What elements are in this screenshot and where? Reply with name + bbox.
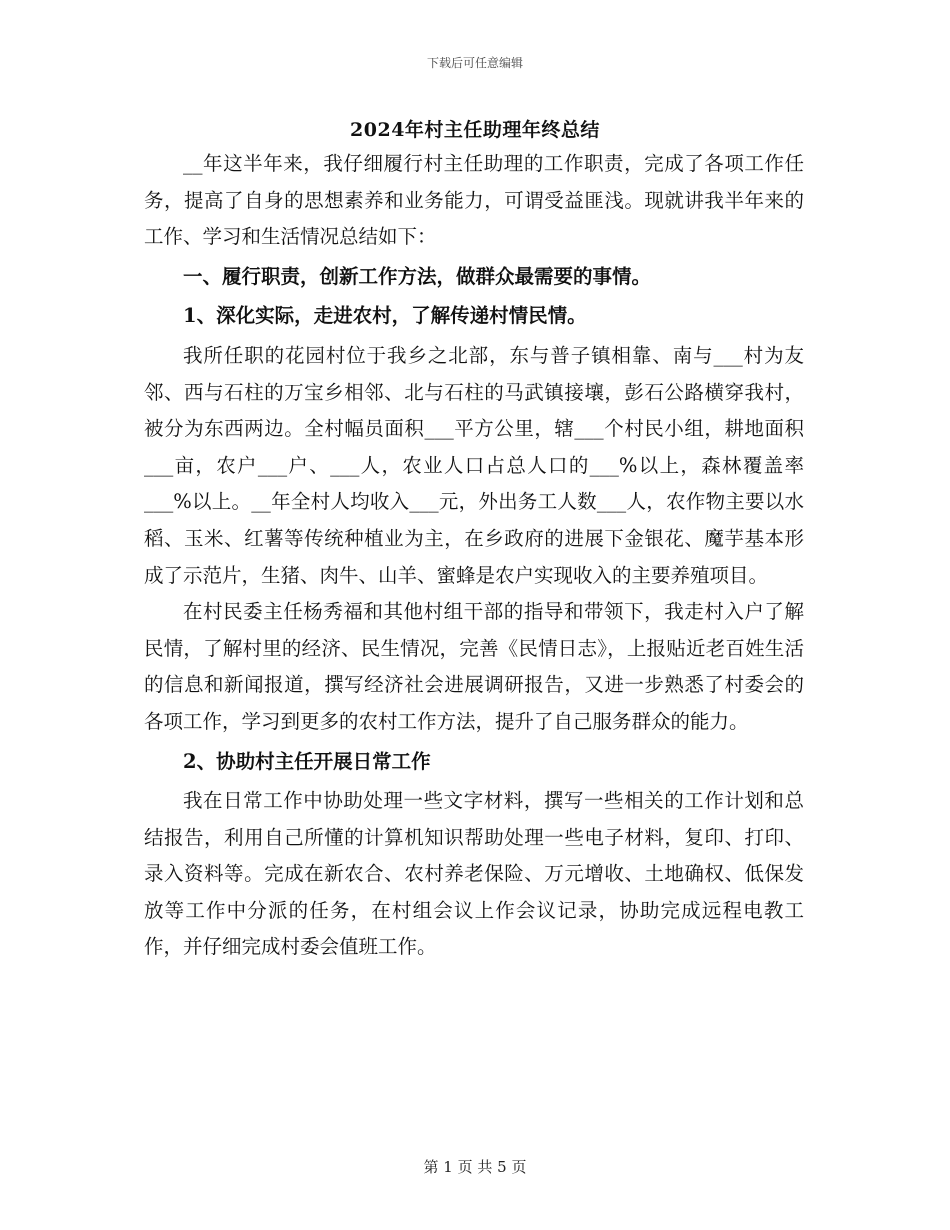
subsection-heading-1: 1、深化实际，走进农村，了解传递村情民情。 — [183, 304, 587, 328]
paragraph-intro: __年这半年来，我仔细履行村主任助理的工作职责，完成了各项工作任务，提高了自身的思想素养和业务能力，可谓受益匪浅。现就讲我半年来的工作、学习和生活情况总结如下： — [144, 152, 804, 249]
page-header-note: 下载后可任意编辑 — [426, 56, 523, 70]
document-body — [144, 146, 804, 966]
page-number-footer: 第 1 页 共 5 页 — [423, 1158, 527, 1176]
document-title: 2024年村主任助理年终总结 — [350, 119, 600, 141]
paragraph-field-work: 在村民委主任杨秀福和其他村组干部的指导和带领下，我走村入户了解民情，了解村里的经济、民生情况，完善《民情日志》，上报贴近老百姓生活的信息和新闻报道，撰写经济社会进展调研报告，又进一步熟悉了村委会的各项工作，学习到更多的农村工作方法，提升了自己服务群众的能力。 — [144, 600, 804, 733]
paragraph-daily-work: 我在日常工作中协助处理一些文字材料，撰写一些相关的工作计划和总结报告，利用自己所懂的计算机知识帮助处理一些电子材料，复印、打印、录入资料等。完成在新农合、农村养老保险、万元增收、土地确权、低保发放等工作中分派的任务，在村组会议上作会议记录，协助完成远程电教工作，并仔细完成村委会值班工作。 — [144, 789, 804, 959]
paragraph-village-profile: 我所任职的花园村位于我乡之北部，东与普子镇相靠、南与___村为友邻、西与石柱的万宝乡相邻、北与石柱的马武镇接壤，彭石公路横穿我村，被分为东西两边。全村幅员面积___平方公里，辖___个村民小组，耕地面积___亩，农户___户、___人，农业人口占总人口的___%以上，森林覆盖率___%以上。__年全村人均收入___元，外出务工人数___人，农作物主要以水稻、玉米、红薯等传统种植业为主，在乡政府的进展下金银花、魔芋基本形成了示范片，生猪、肉牛、山羊、蜜蜂是农户实现收入的主要养殖项目。 — [144, 343, 804, 587]
subsection-heading-2: 2、协助村主任开展日常工作 — [183, 749, 431, 773]
section-heading-1: 一、履行职责，创新工作方法，做群众最需要的事情。 — [183, 264, 652, 288]
